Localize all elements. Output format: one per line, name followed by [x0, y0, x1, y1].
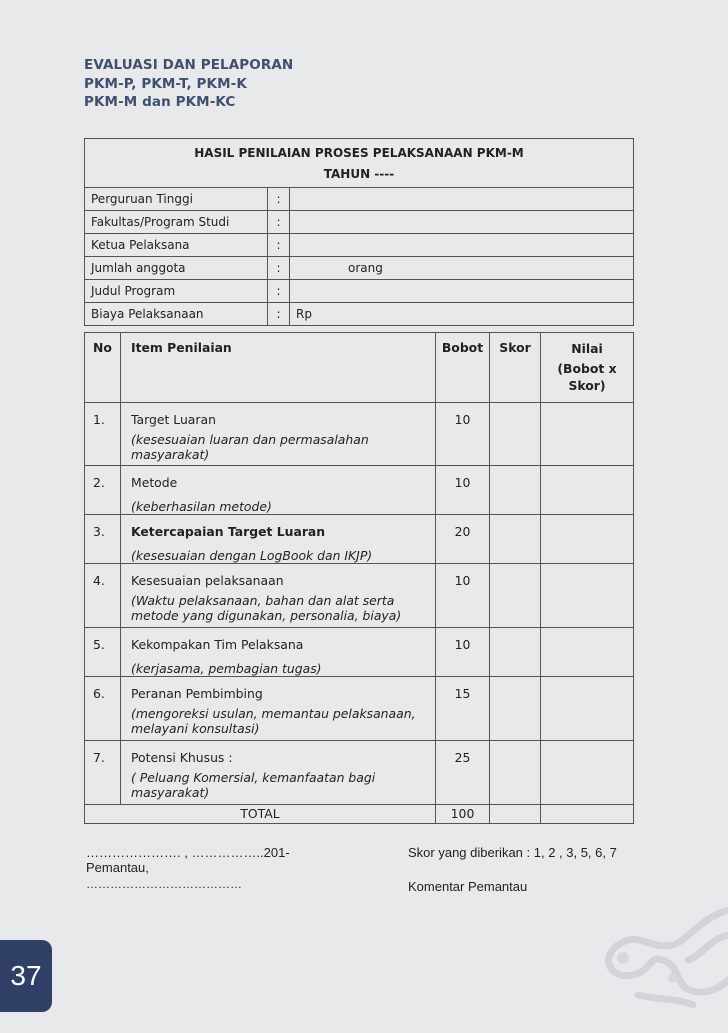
field-colon: : [268, 303, 290, 326]
row-item [121, 403, 436, 466]
item-title: Metode [131, 475, 178, 490]
field-row-judul [85, 280, 634, 303]
item-description: ( Peluang Komersial, kemanfaatan bagi masyarakat) [131, 769, 376, 800]
col-header-item: Item Penilaian [121, 333, 436, 403]
row-nilai[interactable] [541, 403, 634, 466]
row-nilai[interactable] [541, 466, 634, 515]
row-nilai[interactable] [541, 677, 634, 741]
item-title: Kesesuaian pelaksanaan [131, 573, 284, 588]
field-colon: : [268, 234, 290, 257]
table-row [85, 515, 634, 564]
item-description: (mengoreksi usulan, memantau pelaksanaan, melayani konsultasi) [131, 705, 416, 736]
table-row [85, 564, 634, 628]
total-bobot: 100 [436, 805, 490, 824]
item-description: (Waktu pelaksanaan, bahan dan alat serta metode yang digunakan, personalia, biaya) [131, 592, 402, 623]
row-bobot: 25 [436, 741, 490, 805]
nilai-formula-1: (Bobot x [557, 361, 617, 376]
field-label: Biaya Pelaksanaan [85, 303, 268, 326]
col-header-skor: Skor [490, 333, 541, 403]
comment-label: Komentar Pemantau [408, 879, 528, 894]
col-header-nilai [541, 333, 634, 403]
date-line: …………………. , ……………..201- [86, 845, 290, 860]
monitor-label: Pemantau, [86, 860, 149, 875]
field-value-fakultas[interactable] [290, 211, 634, 234]
row-item [121, 466, 436, 515]
field-row-biaya [85, 303, 634, 326]
table-row [85, 741, 634, 805]
row-item [121, 564, 436, 628]
row-item [121, 741, 436, 805]
row-skor[interactable] [490, 515, 541, 564]
row-bobot: 20 [436, 515, 490, 564]
row-skor[interactable] [490, 466, 541, 515]
row-nilai[interactable] [541, 564, 634, 628]
row-nilai[interactable] [541, 515, 634, 564]
row-skor[interactable] [490, 677, 541, 741]
item-title: Peranan Pembimbing [131, 686, 263, 701]
form-title-cell [85, 139, 634, 188]
field-colon: : [268, 188, 290, 211]
table-row [85, 403, 634, 466]
assessment-header-row [85, 333, 634, 403]
table-row [85, 466, 634, 515]
assessment-table [84, 332, 634, 824]
field-label: Ketua Pelaksana [85, 234, 268, 257]
field-value-biaya[interactable]: Rp [290, 303, 634, 326]
score-note: Skor yang diberikan : 1, 2 , 3, 5, 6, 7 [408, 845, 617, 860]
field-value-ketua[interactable] [290, 234, 634, 257]
row-nilai[interactable] [541, 741, 634, 805]
row-no: 7. [85, 741, 121, 805]
form-year: TAHUN ---- [323, 167, 395, 181]
row-bobot: 15 [436, 677, 490, 741]
field-colon: : [268, 257, 290, 280]
col-header-no: No [85, 333, 121, 403]
nilai-formula-2: Skor) [568, 378, 606, 393]
field-row-ketua [85, 234, 634, 257]
item-description: (keberhasilan metode) [131, 498, 272, 514]
document-header [84, 56, 293, 112]
row-item [121, 628, 436, 677]
header-line-2: PKM-P, PKM-T, PKM-K [84, 75, 247, 92]
field-row-fakultas [85, 211, 634, 234]
page-number-tab: 37 [0, 940, 52, 1012]
batik-cloud-ornament-icon [578, 900, 728, 1010]
row-bobot: 10 [436, 466, 490, 515]
row-no: 1. [85, 403, 121, 466]
col-header-bobot: Bobot [436, 333, 490, 403]
field-row-perguruan-tinggi [85, 188, 634, 211]
field-value-jumlah-anggota[interactable]: orang [290, 257, 634, 280]
field-colon: : [268, 211, 290, 234]
row-no: 2. [85, 466, 121, 515]
row-bobot: 10 [436, 403, 490, 466]
header-line-3: PKM-M dan PKM-KC [84, 94, 236, 110]
row-skor[interactable] [490, 403, 541, 466]
row-skor[interactable] [490, 628, 541, 677]
field-label: Judul Program [85, 280, 268, 303]
field-value-perguruan-tinggi[interactable] [290, 188, 634, 211]
field-label: Jumlah anggota [85, 257, 268, 280]
row-nilai[interactable] [541, 628, 634, 677]
row-no: 6. [85, 677, 121, 741]
item-title: Ketercapaian Target Luaran [131, 524, 326, 539]
item-title: Target Luaran [131, 412, 216, 427]
field-row-jumlah-anggota [85, 257, 634, 280]
field-value-judul[interactable] [290, 280, 634, 303]
field-colon: : [268, 280, 290, 303]
identity-form-table [84, 138, 634, 326]
item-description: (kesesuaian luaran dan permasalahan masyarakat) [131, 431, 369, 462]
header-line-1: EVALUASI DAN PELAPORAN [84, 57, 294, 73]
field-label: Fakultas/Program Studi [85, 211, 268, 234]
table-row [85, 677, 634, 741]
row-bobot: 10 [436, 564, 490, 628]
total-nilai[interactable] [541, 805, 634, 824]
signature-line: ………………………………… [86, 877, 242, 891]
item-description: (kerjasama, pembagian tugas) [131, 660, 322, 676]
nilai-label: Nilai [571, 341, 603, 356]
row-skor[interactable] [490, 741, 541, 805]
row-skor[interactable] [490, 564, 541, 628]
total-skor[interactable] [490, 805, 541, 824]
item-description: (kesesuaian dengan LogBook dan IKJP) [131, 547, 373, 563]
item-title: Kekompakan Tim Pelaksana [131, 637, 304, 652]
row-item [121, 677, 436, 741]
row-bobot: 10 [436, 628, 490, 677]
row-no: 4. [85, 564, 121, 628]
form-title: HASIL PENILAIAN PROSES PELAKSANAAN PKM-M [194, 146, 524, 160]
item-title: Potensi Khusus : [131, 750, 233, 765]
total-label: TOTAL [85, 805, 436, 824]
field-label: Perguruan Tinggi [85, 188, 268, 211]
total-row [85, 805, 634, 824]
row-no: 3. [85, 515, 121, 564]
row-no: 5. [85, 628, 121, 677]
row-item [121, 515, 436, 564]
table-row [85, 628, 634, 677]
